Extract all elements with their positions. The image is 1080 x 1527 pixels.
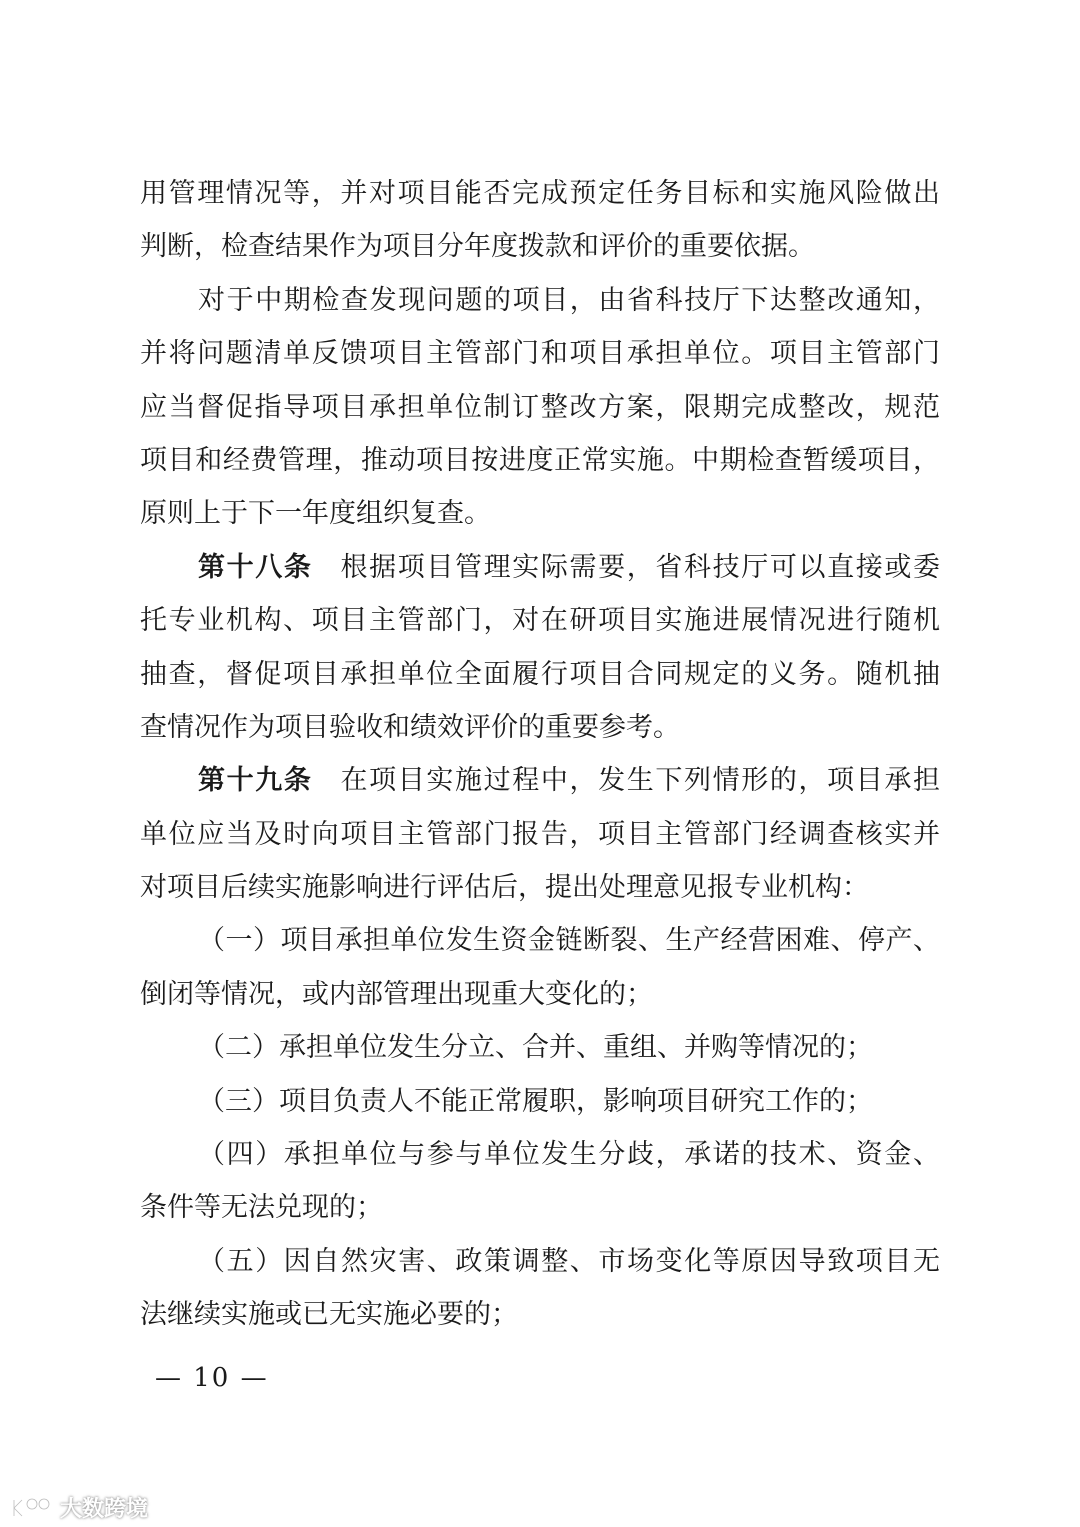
document-body bbox=[140, 172, 940, 1347]
watermark bbox=[10, 1492, 148, 1523]
text-line bbox=[140, 1186, 940, 1239]
text-line bbox=[140, 1080, 940, 1133]
line-text: 用管理情况等，并对项目能否完成预定任务目标和实施风险做出 bbox=[140, 178, 940, 209]
line-text: 倒闭等情况，或内部管理出现重大变化的； bbox=[140, 978, 653, 1010]
text-line bbox=[140, 1026, 940, 1079]
watermark-text: 大数跨境 bbox=[60, 1497, 149, 1522]
text-line bbox=[140, 332, 940, 385]
line-text: 对于中期检查发现问题的项目，由省科技厅下达整改通知， bbox=[198, 284, 940, 316]
line-text: （四）承担单位与参与单位发生分歧，承诺的技术、资金、 bbox=[198, 1139, 940, 1171]
line-text: 在项目实施过程中，发生下列情形的，项目承担 bbox=[340, 765, 940, 797]
line-text: 应当督促指导项目承担单位制订整改方案，限期完成整改，规范 bbox=[140, 391, 940, 423]
line-text: 抽查，督促项目承担单位全面履行项目合同规定的义务。随机抽 bbox=[140, 658, 940, 690]
text-line bbox=[140, 492, 940, 545]
text-line bbox=[140, 546, 940, 599]
text-line bbox=[140, 866, 940, 919]
line-text: 查情况作为项目验收和绩效评价的重要参考。 bbox=[140, 711, 680, 743]
line-text: 法继续实施或已无实施必要的； bbox=[140, 1299, 518, 1331]
line-text: 项目和经费管理，推动项目按进度正常实施。中期检查暂缓项目， bbox=[140, 444, 940, 476]
text-line bbox=[140, 653, 940, 706]
page-number: — 10 — bbox=[155, 1363, 269, 1393]
line-text: （三）项目负责人不能正常履职，影响项目研究工作的； bbox=[198, 1085, 873, 1117]
text-line bbox=[140, 386, 940, 439]
line-text: 托专业机构、项目主管部门，对在研项目实施进展情况进行随机 bbox=[140, 605, 940, 637]
text-line bbox=[140, 599, 940, 652]
text-line bbox=[140, 973, 940, 1026]
watermark-logo-icon bbox=[10, 1496, 54, 1520]
text-line bbox=[140, 919, 940, 972]
line-text: 根据项目管理实际需要，省科技厅可以直接或委 bbox=[340, 551, 940, 583]
line-text: 原则上于下一年度组织复查。 bbox=[140, 498, 491, 530]
text-line bbox=[140, 813, 940, 866]
line-text: 判断，检查结果作为项目分年度拨款和评价的重要依据。 bbox=[140, 231, 815, 263]
line-text: （五）因自然灾害、政策调整、市场变化等原因导致项目无 bbox=[198, 1245, 940, 1277]
text-line bbox=[140, 225, 940, 278]
text-line bbox=[140, 439, 940, 492]
text-line bbox=[140, 172, 940, 225]
text-line bbox=[140, 1293, 940, 1346]
line-text: 单位应当及时向项目主管部门报告，项目主管部门经调查核实并 bbox=[140, 818, 940, 850]
text-line bbox=[140, 1240, 940, 1293]
line-text: （二）承担单位发生分立、合并、重组、并购等情况的； bbox=[198, 1032, 873, 1064]
text-line bbox=[140, 759, 940, 812]
line-text: （一）项目承担单位发生资金链断裂、生产经营困难、停产、 bbox=[198, 925, 940, 957]
text-line bbox=[140, 706, 940, 759]
line-text: 条件等无法兑现的； bbox=[140, 1192, 383, 1224]
article-heading: 第十八条 bbox=[198, 551, 313, 583]
article-heading: 第十九条 bbox=[198, 765, 313, 797]
text-line bbox=[140, 1133, 940, 1186]
line-text: 并将问题清单反馈项目主管部门和项目承担单位。项目主管部门 bbox=[140, 338, 940, 370]
line-text: 对项目后续实施影响进行评估后，提出处理意见报专业机构： bbox=[140, 872, 869, 904]
text-line bbox=[140, 279, 940, 332]
